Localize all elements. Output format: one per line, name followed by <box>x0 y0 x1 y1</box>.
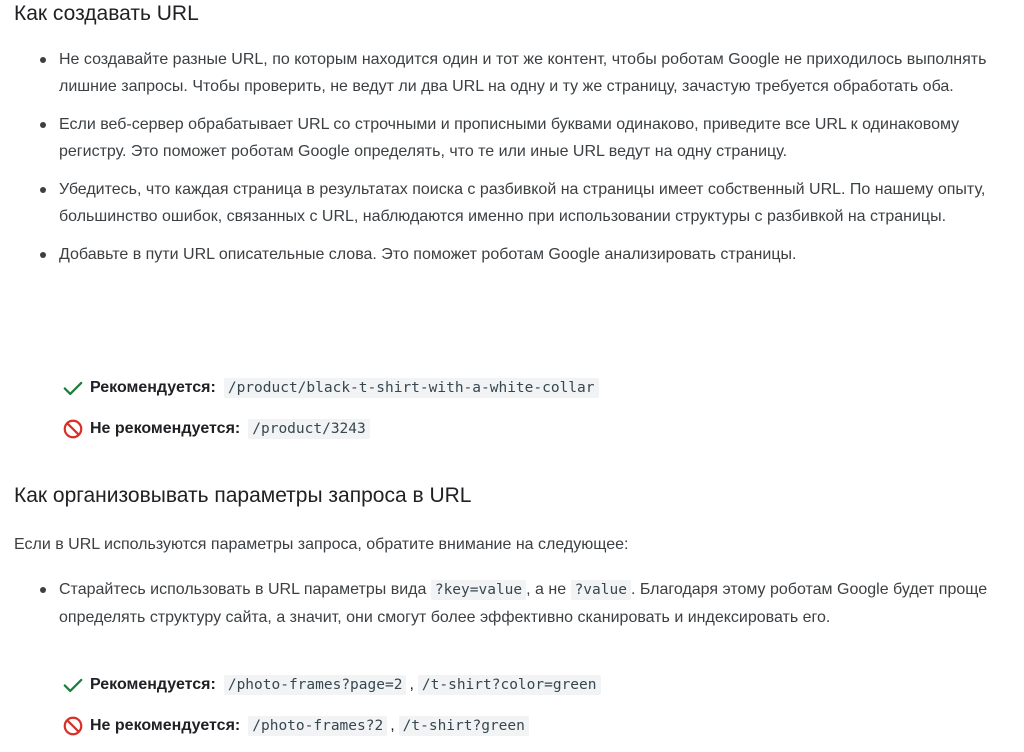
list-item <box>40 111 1000 165</box>
not-recommended-example <box>62 713 529 739</box>
list-item-text: Если веб-сервер обрабатывает URL со строчными и прописными буквами одинаково, приведите все URL к одинаковому регистру. Это поможет роботам Google определять, что те или иные URL ведут на одну страницу. <box>59 116 960 160</box>
not-recommended-label: Не рекомендуется: <box>90 717 241 734</box>
list-item <box>40 576 1000 631</box>
recommended-label: Рекомендуется: <box>90 379 216 396</box>
recommended-label: Рекомендуется: <box>90 676 216 693</box>
separator: , <box>409 676 414 693</box>
list-item-text: Добавьте в пути URL описательные слова. Это поможет роботам Google анализировать страницы. <box>59 246 797 263</box>
code-snippet: ?key=value <box>431 580 526 600</box>
list-item-text: Не создавайте разные URL, по которым находится один и тот же контент, чтобы роботам Google не приходилось выполнять лишние запросы. Чтобы проверить, не ведут ли два URL на одну и ту же страницу, зачастую требуется обработать оба. <box>59 51 987 95</box>
code-snippet: /t-shirt?green <box>399 716 529 736</box>
checkmark-icon <box>62 377 84 399</box>
code-snippet: ?value <box>571 580 631 600</box>
list-item-text: Убедитесь, что каждая страница в результатах поиска с разбивкой на страницы имеет собственный URL. По нашему опыту, большинство ошибок, связанных с URL, наблюдаются именно при использовании структуры с разбивкой на страницы. <box>59 181 986 225</box>
bullet-dot <box>40 187 46 193</box>
create-url-list <box>40 46 1000 279</box>
list-item <box>40 241 1000 268</box>
code-snippet: /photo-frames?page=2 <box>224 675 407 695</box>
list-item <box>40 46 1000 100</box>
not-recommended-label: Не рекомендуется: <box>90 420 241 437</box>
list-item-text: . Благодаря этому роботам Google будет проще определять структуру сайта, а значит, они смогут более эффективно сканировать и индексировать его. <box>59 581 988 626</box>
code-snippet: /photo-frames?2 <box>248 716 387 736</box>
prohibited-icon <box>62 715 84 737</box>
not-recommended-example <box>62 416 370 442</box>
code-snippet: /t-shirt?color=green <box>418 675 601 695</box>
intro-paragraph: Если в URL используются параметры запроса, обратите внимание на следующее: <box>14 536 629 553</box>
recommended-example <box>62 672 601 698</box>
prohibited-icon <box>62 418 84 440</box>
code-snippet: /product/black-t-shirt-with-a-white-collar <box>224 378 599 398</box>
separator: , <box>390 717 395 734</box>
code-snippet: /product/3243 <box>248 419 370 439</box>
bullet-dot <box>40 587 46 593</box>
bullet-dot <box>40 57 46 63</box>
list-item-text: Старайтесь использовать в URL параметры вида <box>59 581 431 598</box>
bullet-dot <box>40 122 46 128</box>
list-item-text: , а не <box>526 581 571 598</box>
list-item <box>40 176 1000 230</box>
checkmark-icon <box>62 674 84 696</box>
query-params-list <box>40 576 1000 631</box>
recommended-example <box>62 375 599 401</box>
heading-create-url: Как создавать URL <box>14 2 199 25</box>
bullet-dot <box>40 252 46 258</box>
heading-query-params: Как организовывать параметры запроса в URL <box>14 484 472 507</box>
